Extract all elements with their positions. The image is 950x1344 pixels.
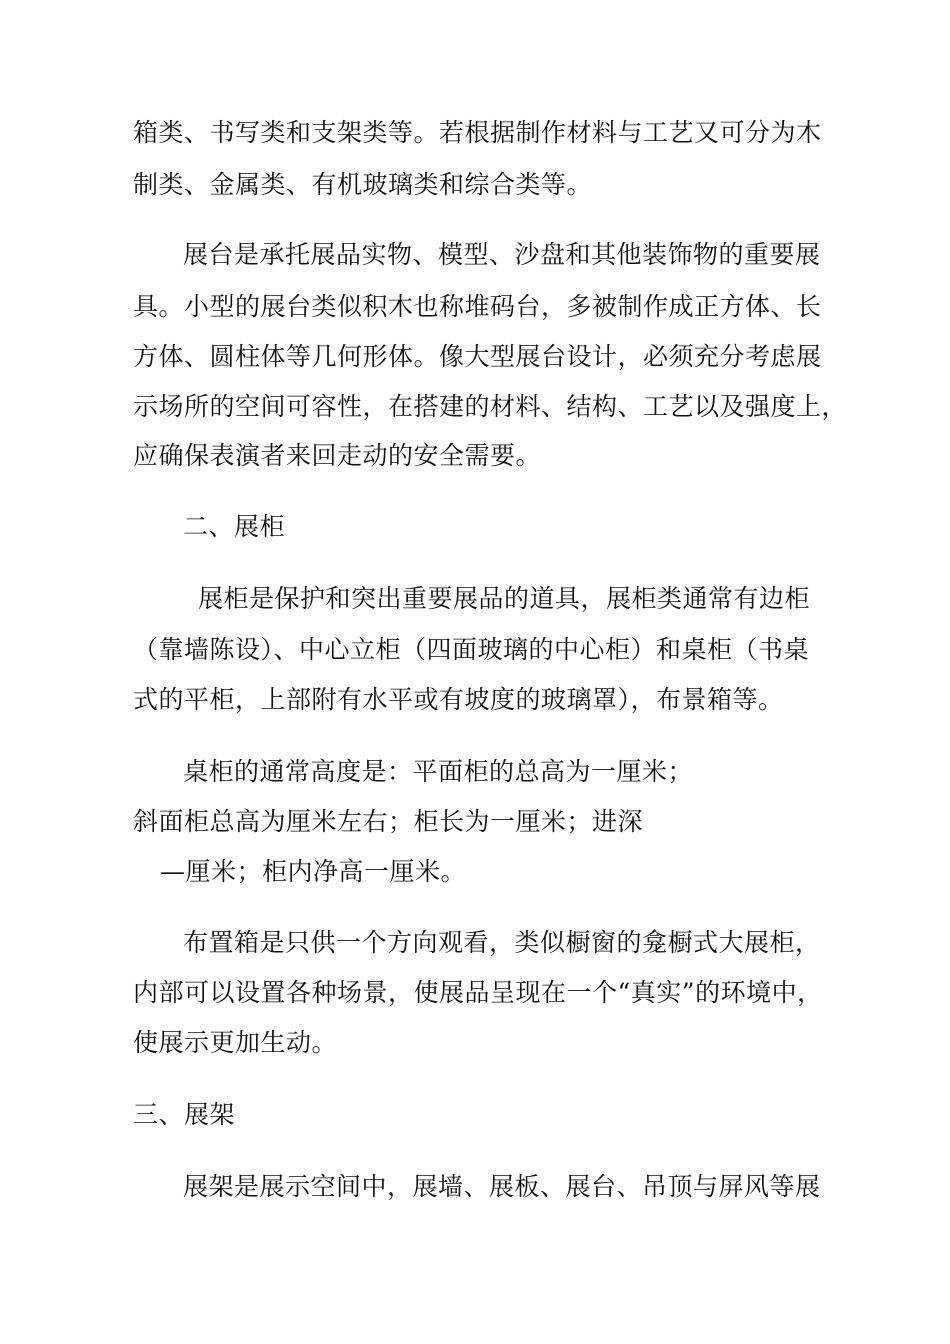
paragraph-line: 使展示更加生动。: [133, 1028, 338, 1057]
paragraph-line: 制类、金属类、有机玻璃类和综合类等。: [133, 170, 593, 199]
paragraph-line: 桌柜的通常高度是：平面柜的总高为一厘米；: [183, 757, 694, 786]
paragraph-line: 方体、圆柱体等几何形体。像大型展台设计，必须充分考虑展: [133, 342, 822, 371]
paragraph-line: 具。小型的展台类似积木也称堆码台，多被制作成正方体、长: [133, 292, 822, 321]
paragraph-line: 展台是承托展品实物、模型、沙盘和其他装饰物的重要展: [183, 240, 821, 269]
paragraph-line: 应确保表演者来回走动的安全需要。: [133, 441, 542, 470]
paragraph-line: 展架是展示空间中，展墙、展板、展台、吊顶与屏风等展: [183, 1172, 821, 1201]
section-heading: 三、展架: [133, 1100, 236, 1129]
paragraph-line: 展柜是保护和突出重要展品的道具，展柜类通常有边柜: [198, 584, 811, 613]
paragraph-line: 式的平柜，上部附有水平或有坡度的玻璃罩），布景箱等。: [133, 685, 784, 714]
paragraph-line: 示场所的空间可容性，在搭建的材料、结构、工艺以及强度上，: [133, 392, 848, 421]
section-heading: 二、展柜: [183, 512, 286, 541]
paragraph-line: 斜面柜总高为厘米左右；柜长为一厘米；进深: [133, 807, 644, 836]
paragraph-line: —厘米；柜内净高一厘米。: [160, 857, 467, 886]
paragraph-line: 箱类、书写类和支架类等。若根据制作材料与工艺又可分为木: [133, 118, 822, 147]
paragraph-line: （靠墙陈设）、中心立柜（四面玻璃的中心柜）和桌柜（书桌: [133, 635, 810, 664]
paragraph-line: 内部可以设置各种场景，使展品呈现在一个“真实”的环境中，: [133, 978, 823, 1007]
paragraph-line: 布置箱是只供一个方向观看，类似橱窗的龛橱式大展柜，: [183, 928, 821, 957]
